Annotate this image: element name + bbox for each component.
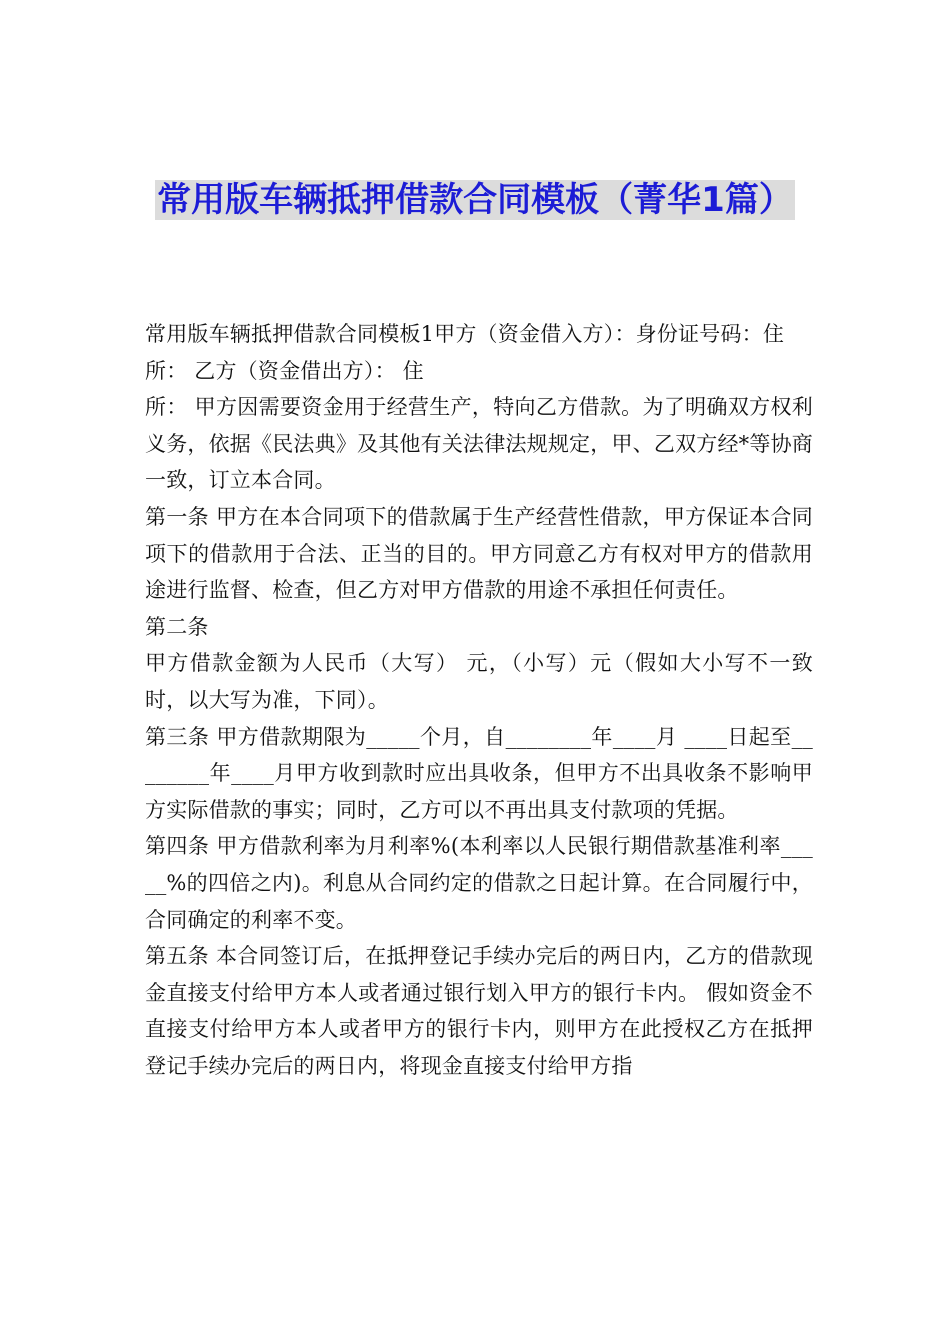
paragraph-article-2: 甲方借款金额为人民币（大写） 元，（小写）元（假如大小写不一致时，以大写为准，下同）。	[145, 651, 813, 712]
paragraph-party-b: 所： 乙方（资金借出方）： 住	[145, 358, 424, 383]
paragraph-party-a: 常用版车辆抵押借款合同模板1甲方（资金借入方）：身份证号码：住	[145, 322, 785, 346]
paragraph-preamble: 所： 甲方因需要资金用于经营生产，特向乙方借款。为了明确双方权利义务，依据《民法典》及其他有关法律法规规定，甲、乙双方经*等协商一致，订立本合同。	[145, 395, 813, 493]
document-title	[140, 174, 810, 226]
paragraph-article-3: 第三条 甲方借款期限为_____个月，自________年____月 ____日起至________年____月甲方收到款时应出具收条，但甲方不出具收条不影响甲方实际借款的事实；同时，乙方可以不再出具支付款项的凭据。	[145, 724, 813, 822]
paragraph-article-1: 第一条 甲方在本合同项下的借款属于生产经营性借款，甲方保证本合同项下的借款用于合法、正当的目的。甲方同意乙方有权对甲方的借款用途进行监督、检查，但乙方对甲方借款的用途不承担任何责任。	[145, 504, 813, 603]
paragraph-article-5: 第五条 本合同签订后，在抵押登记手续办完后的两日内，乙方的借款现金直接支付给甲方本人或者通过银行划入甲方的银行卡内。 假如资金不直接支付给甲方本人或者甲方的银行卡内，则甲方在此授权乙方在抵押登记手续办完后的两日内，将现金直接支付给甲方指	[145, 944, 813, 1078]
paragraph-article-4: 第四条 甲方借款利率为月利率%(本利率以人民银行期借款基准利率_____%的四倍之内)。利息从合同约定的借款之日起计算。在合同履行中，合同确定的利率不变。	[145, 834, 813, 932]
document-title-text: 常用版车辆抵押借款合同模板（菁华1篇）	[157, 180, 793, 220]
paragraph-article-2-heading: 第二条	[145, 614, 209, 639]
document-body	[145, 316, 813, 1084]
